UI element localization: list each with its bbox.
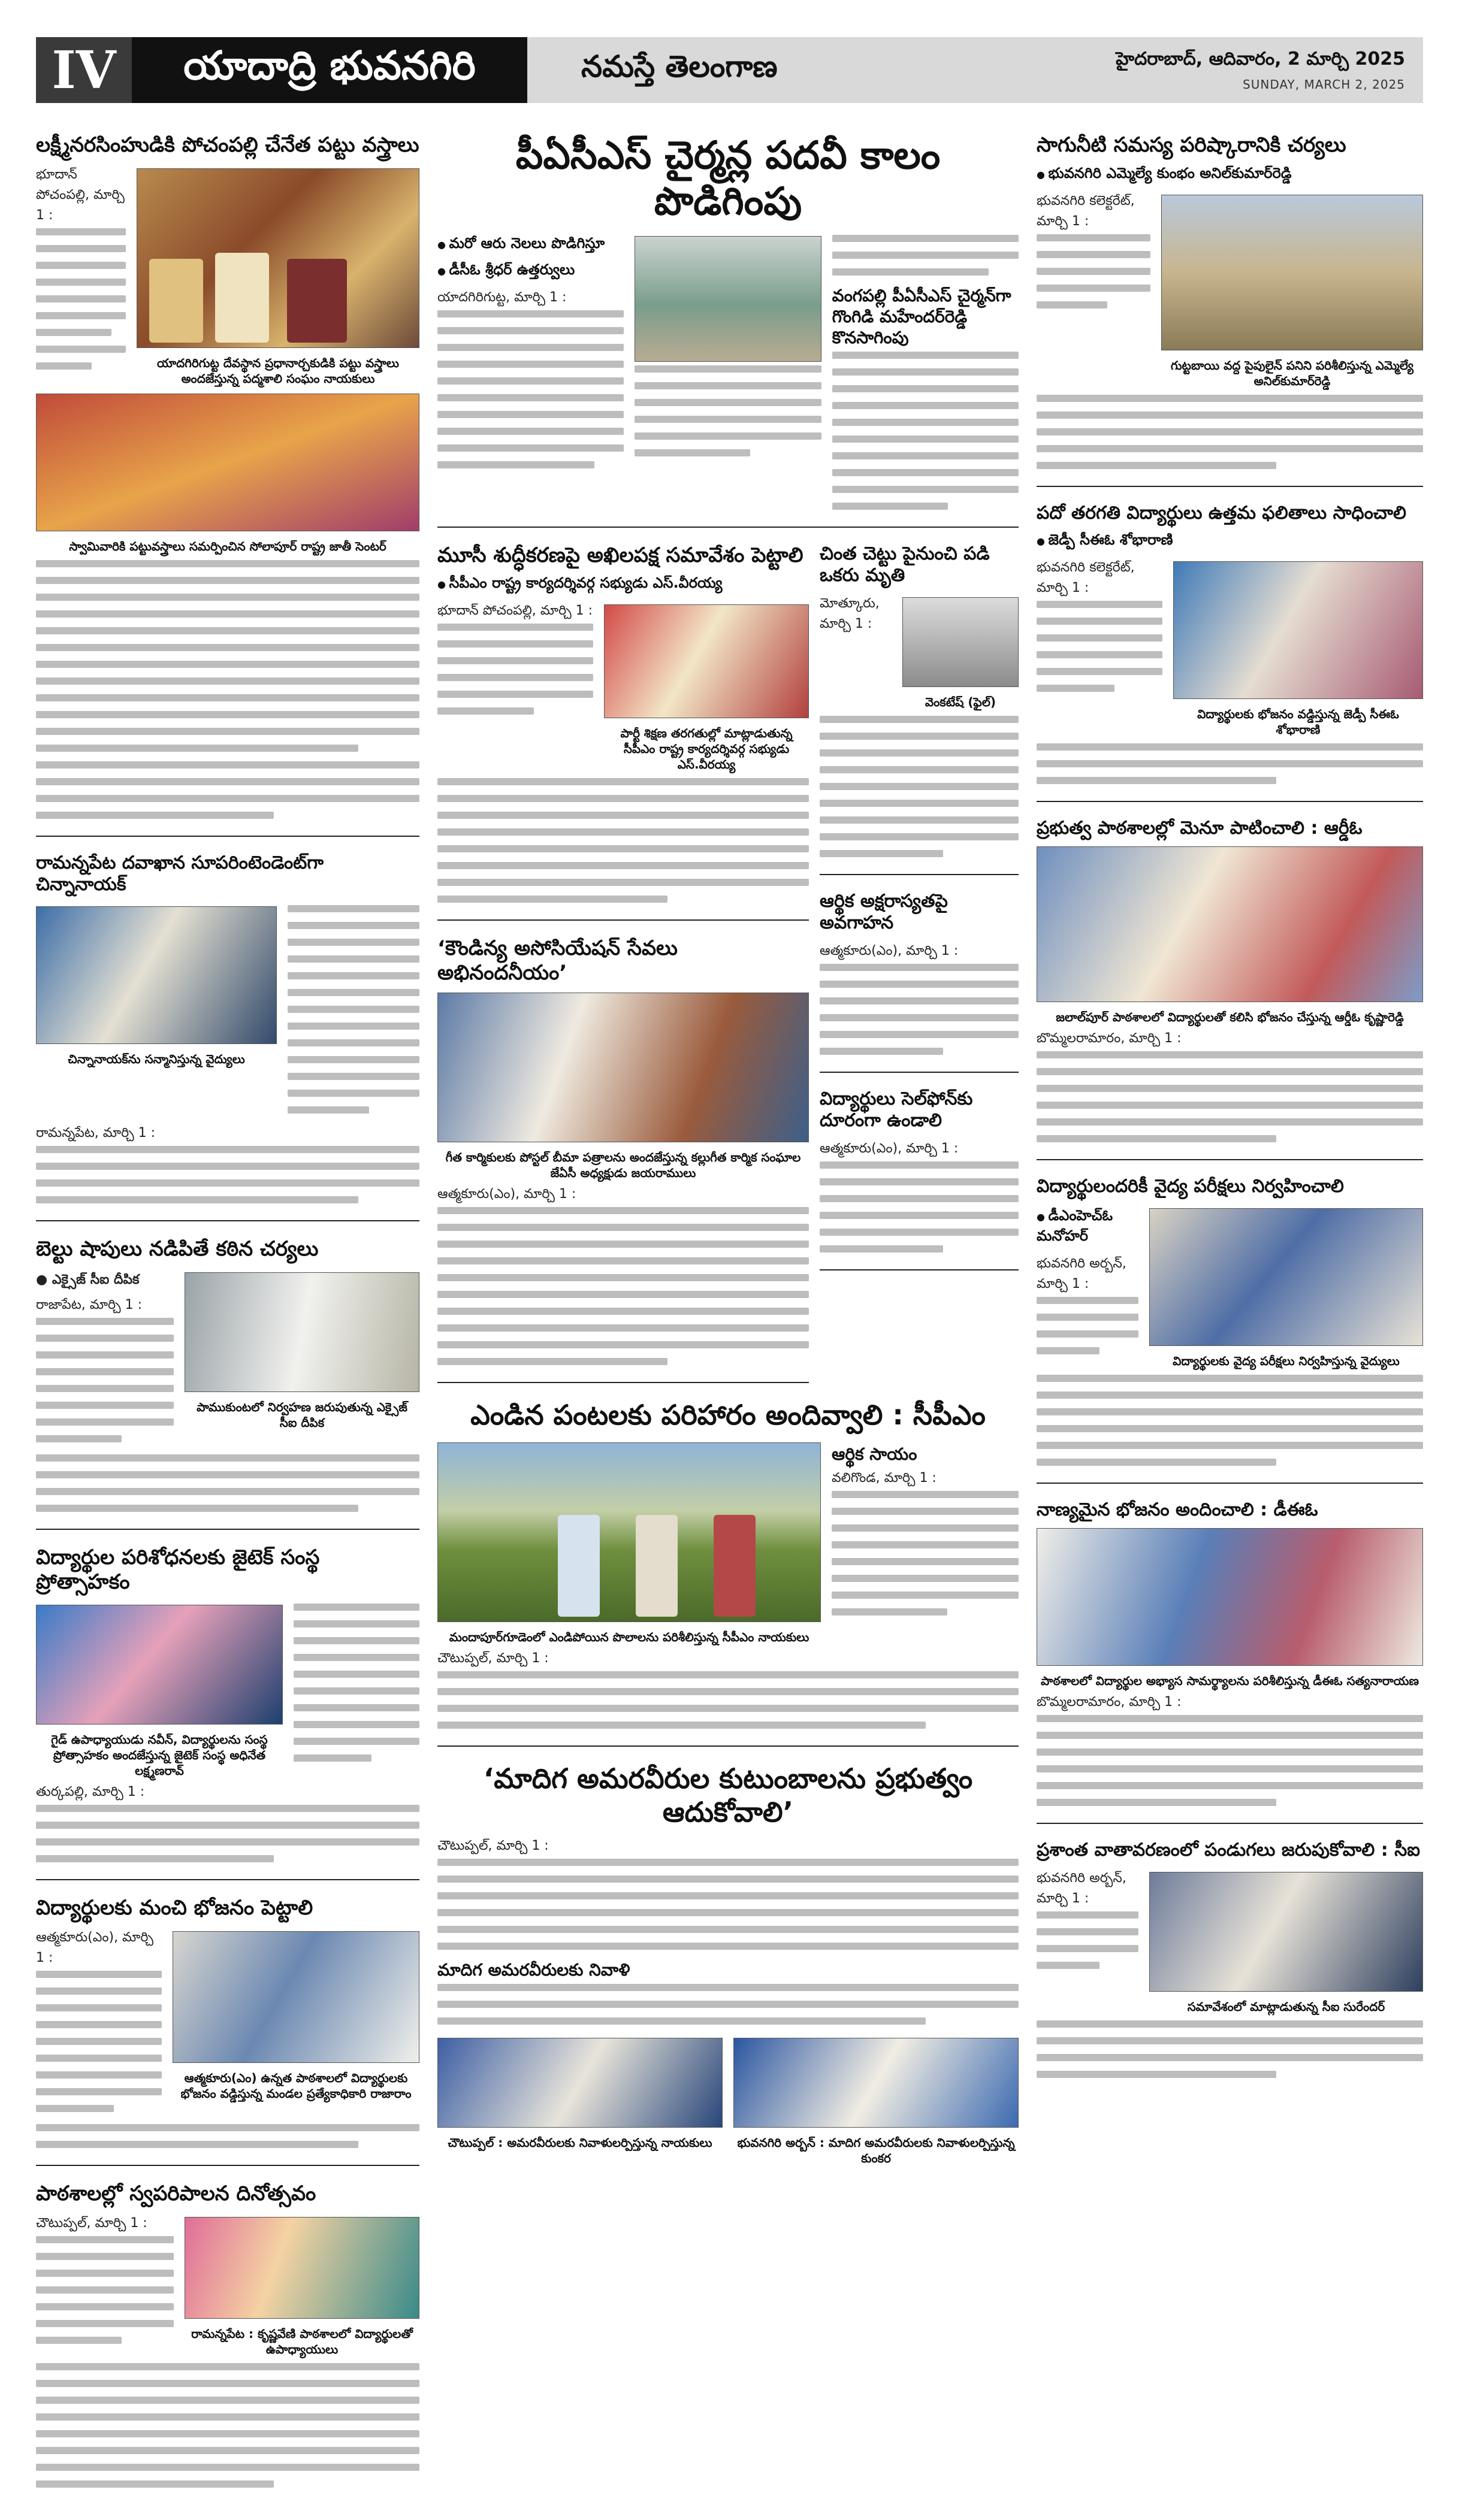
byline: ● సీపీఎం రాష్ట్ర కార్యదర్శివర్గ సభ్యుడు ఎస్.వీరయ్య [437, 574, 809, 595]
article-body [820, 716, 1019, 857]
dried-field-photo [437, 1442, 821, 1622]
article-body [1037, 1051, 1423, 1142]
headline: ఆర్థిక అక్షరాస్యతపై అవగాహన [820, 890, 948, 933]
headline: విద్యార్థులు సెల్‌ఫోన్‌కు దూరంగా ఉండాలి [820, 1088, 973, 1131]
photo-caption: మందాపూర్‌గూడెంలో ఎండిపోయిన పొలాలను పరిశీలిస్తున్న సీపీఎం నాయకులు [449, 1630, 809, 1645]
photo-caption: విద్యార్థులకు భోజనం వడ్డిస్తున్న జెడ్పీ సీఈఓ శోభారాణి [1197, 706, 1399, 737]
article-body [36, 1318, 174, 1442]
masthead [36, 37, 1423, 103]
article-body [36, 228, 126, 370]
article-body [1037, 743, 1423, 784]
lead-headline: పీఏసీఎస్ చైర్మన్ల పదవీ కాలం పొడిగింపు [515, 134, 941, 224]
paper-band [527, 37, 1423, 103]
photo-caption: యాదగిరిగుట్ట దేవస్థాన ప్రధానార్చకుడికి పట్టు వస్త్రాలు అందజేస్తున్న పద్మశాలి సంఘం నాయకులు [157, 355, 399, 386]
headline: విద్యార్థుల పరిశోధనలకు జైటెక్ సంస్థ ప్రోత్సాహకం [36, 1545, 320, 1594]
felicitation-photo [36, 906, 277, 1044]
story-tenth-class [1037, 503, 1423, 802]
article-body [437, 1207, 809, 1365]
center-two-up [437, 543, 1019, 1399]
students-award-photo [36, 1605, 283, 1725]
article-body [437, 1671, 1019, 1729]
article-body [288, 905, 419, 1114]
article-body [437, 1984, 1019, 2025]
dateline: చౌటుప్పల్, మార్చి 1 : [437, 1838, 549, 1853]
article-body [635, 365, 821, 456]
story-madiga [437, 1762, 1019, 2176]
article-body [1037, 1375, 1423, 1466]
article-body [1037, 1715, 1423, 1806]
dateline: భువనగిరి కలెక్టరేట్, మార్చి 1 : [1037, 193, 1135, 229]
story-menu-rdo [1037, 818, 1423, 1160]
photo-caption: విద్యార్థులకు వైద్య పరీక్షలు నిర్వహిస్తున్న వైద్యులు [1173, 1353, 1400, 1368]
article-body [36, 1805, 419, 1862]
story-koundinya [437, 936, 809, 1383]
dateline: ఆత్మకూరు(ఎం), మార్చి 1 : [820, 1140, 959, 1156]
dateline: బొమ్మలరామారం, మార్చి 1 : [1037, 1694, 1182, 1710]
koundinya-group-photo [437, 993, 809, 1142]
date-telugu: హైదరాబాద్, ఆదివారం, 2 మార్చి 2025 [1116, 49, 1405, 69]
date-english: SUNDAY, MARCH 2, 2025 [1243, 77, 1405, 92]
column-center [437, 133, 1019, 2192]
dateline: తుర్కపల్లి, మార్చి 1 : [36, 1784, 145, 1800]
story-self-governance-day [36, 2182, 419, 2504]
headline: లక్ష్మీనరసింహుడికి పోచంపల్లి చేనేత పట్టు వస్త్రాలు [36, 133, 419, 157]
tribute-photo-right [733, 2038, 1019, 2128]
article-body [36, 1146, 419, 1203]
photo-caption: వెంకటేష్ (ఫైల్) [925, 694, 996, 709]
pattu-offering-photo [36, 394, 419, 531]
cpm-meeting-photo [604, 604, 809, 718]
story-mid-day-meal [36, 1896, 419, 2166]
article-body [36, 2363, 419, 2488]
headline: విద్యార్థులకు మంచి భోజనం పెట్టాలి [36, 1896, 313, 1920]
headline: విద్యార్థులందరికీ వైద్య పరీక్షలు నిర్వహించాలి [1037, 1175, 1344, 1197]
photo-caption: గుట్టబాయి వద్ద పైపులైన్ పనిని పరిశీలిస్తున్న ఎమ్మెల్యే అనిల్‌కుమార్‌రెడ్డి [1170, 358, 1414, 388]
article-body [36, 560, 419, 819]
dateline: మోత్కూరు, మార్చి 1 : [820, 595, 880, 631]
headline: ప్రభుత్వ పాఠశాలల్లో మెనూ పాటించాలి : ఆర్డీఓ [1037, 817, 1363, 839]
article-body [36, 2124, 419, 2148]
article-body [36, 2236, 174, 2344]
dateline: బొమ్మలరామారం, మార్చి 1 : [1037, 1030, 1182, 1046]
rdo-lunch-photo [1037, 846, 1423, 1002]
temple-photo [137, 168, 419, 348]
headline: ప్రశాంత వాతావరణంలో పండుగలు జరుపుకోవాలి : సీఐ [1037, 1839, 1421, 1860]
photo-caption: పాముకుంటలో నిర్వహణ జరుపుతున్న ఎక్సైజ్ సీఐ దీపిక [197, 1399, 407, 1430]
story-belt-shops [36, 1237, 419, 1530]
story-financial-literacy [820, 891, 1019, 1073]
sub-headline: వంగపల్లి పీఏసీఎస్ చైర్మన్‌గా గొంగిడి మహేందర్‌రెడ్డి కొనసాగింపు [832, 285, 1011, 347]
article-body [36, 1971, 162, 2112]
photo-caption: చిన్నానాయక్‌ను సన్మానిస్తున్న వైద్యులు [68, 1051, 245, 1066]
portrait-photo [902, 597, 1019, 687]
story-health-checkups [1037, 1176, 1423, 1484]
column-right [1037, 133, 1423, 2110]
district-title: యాదాద్రి భువనగిరి [132, 37, 527, 103]
article-body [1037, 601, 1162, 692]
article-body [832, 1491, 1019, 1616]
dateline: చౌటుప్పల్, మార్చి 1 : [36, 2216, 147, 2231]
headline: సాగునీటి సమస్య పరిష్కారానికి చర్యలు [1037, 133, 1346, 157]
headline: నాణ్యమైన భోజనం అందించాలి : డీఈఓ [1037, 1499, 1318, 1520]
story-ramannapet-hospital [36, 852, 419, 1221]
dateline: వలిగొండ, మార్చి 1 : [832, 1471, 937, 1486]
photo-caption: సమావేశంలో మాట్లాడుతున్న సీఐ సురేందర్ [1187, 1999, 1385, 2014]
dateline-box [1116, 49, 1405, 92]
byline: ● జెడ్పీ సీఈఓ శోభారాణి [1037, 531, 1423, 552]
page-number: IV [36, 37, 132, 103]
story-irrigation [1037, 133, 1423, 487]
photo-caption: చౌటుప్పల్ : అమరవీరులకు నివాళులర్పిస్తున్న నాయకులు [448, 2135, 712, 2150]
dateline: ఆత్మకూరు(ఎం), మార్చి 1 : [437, 1186, 576, 1202]
dateline: రామన్నపేట, మార్చి 1 : [36, 1125, 156, 1140]
pipeline-site-photo [1161, 195, 1423, 350]
article-body [832, 235, 1019, 276]
article-body [1037, 2020, 1423, 2078]
article-body [437, 778, 809, 903]
article-body [294, 1604, 419, 1762]
story-musi [437, 543, 809, 921]
sub-headline: ఆర్థిక సాయం [832, 1444, 917, 1465]
photo-caption: స్వామివారికి పట్టువస్త్రాలు సమర్పించిన సోలాపూర్ రాష్ట్ర జాతీ సెంటర్ [69, 539, 386, 553]
dateline: భూదాన్ పోచంపల్లి, మార్చి 1 : [437, 603, 593, 619]
headline: ఎండిన పంటలకు పరిహారం అందివ్వాలి : సీపీఎం [470, 1399, 986, 1432]
headline: పదో తరగతి విద్యార్థులు ఉత్తమ ఫలితాలు సాధించాలి [1037, 502, 1407, 524]
dateline: రాజాపేట, మార్చి 1 : [36, 1297, 142, 1312]
photo-caption: పాఠశాలలో విద్యార్థుల అభ్యాస సామర్థ్యాలను పరిశీలిస్తున్న డీఈఓ సత్యనారాయణ [1040, 1673, 1419, 1688]
article-body [437, 624, 593, 715]
photo-caption: గైడ్ ఉపాధ్యాయుడు నవీన్, విద్యార్థులను సంస్థ ప్రోత్సాహకం అందజేస్తున్న జైటెక్ సంస్థ అధినేత లక్ష్మణరావ్ [51, 1732, 268, 1778]
story-deo-meal [1037, 1499, 1423, 1824]
paper-name: నమస్తే తెలంగాణ [581, 49, 778, 84]
meal-serving-photo [173, 1931, 419, 2063]
health-check-photo [1149, 1208, 1423, 1346]
deo-visit-photo [1037, 1528, 1423, 1666]
story-pacs-lead [437, 133, 1019, 528]
dateline: భూదాన్ పోచంపల్లి, మార్చి 1 : [36, 167, 125, 223]
story-pattu-vastralu [36, 133, 419, 837]
photo-caption: గీత కార్మికులకు పోస్టల్ బీమా పత్రాలను అందజేస్తున్న కల్లుగీత కార్మిక సంఘాల జేఏసీ అధ్యక్షుడు జయరాములు [445, 1149, 801, 1180]
article-body [437, 1859, 1019, 1950]
dateline: భువనగిరి అర్బన్, మార్చి 1 : [1037, 1256, 1126, 1291]
headline: ‘మాదిగ అమరవీరుల కుటుంబాలను ప్రభుత్వం ఆదుకోవాలి’ [483, 1762, 973, 1828]
byline: ● డీఎంహెచ్ఓ మనోహర్ [1037, 1207, 1138, 1248]
tribute-photo-left [437, 2038, 723, 2128]
headline: చింత చెట్టు పైనుంచి పడి ఒకరు మృతి [820, 543, 990, 586]
story-festivals-ci [1037, 1840, 1423, 2095]
school-group-photo [185, 2217, 419, 2319]
story-dried-crops [437, 1399, 1019, 1747]
dateline: యాదగిరిగుట్ట, మార్చి 1 : [437, 289, 567, 305]
serving-students-photo [1173, 561, 1423, 699]
ci-meeting-photo [1149, 1872, 1423, 1992]
article-body [1037, 1297, 1138, 1354]
lead-bullet: ● మరో ఆరు నెలలు పొడిగిస్తూ [437, 235, 624, 255]
photo-caption: ఆత్మకూరు(ఎం) ఉన్నత పాఠశాలలో విద్యార్థులకు భోజనం వడ్డిస్తున్న మండల ప్రత్యేకాధికారి రాజారాం [180, 2071, 412, 2101]
article-body [832, 352, 1019, 510]
pacs-office-photo [635, 236, 821, 362]
photo-caption: భువనగిరి అర్బన్ : మాదిగ అమరవీరులకు నివాళులర్పిస్తున్న కుంకర [737, 2135, 1015, 2165]
article-body [1037, 234, 1150, 308]
story-tamarind-tree [820, 543, 1019, 875]
article-body [36, 1454, 419, 1512]
dateline: ఆత్మకూరు(ఎం), మార్చి 1 : [820, 943, 959, 958]
byline: ● భువనగిరి ఎమ్మెల్యే కుంభం అనిల్‌కుమార్‌రెడ్డి [1037, 165, 1423, 185]
headline: ‘కౌండిన్య అసోసియేషన్ సేవలు అభినందనీయం’ [437, 936, 678, 985]
headline: బెల్టు షాపులు నడిపితే కఠిన చర్యలు [36, 1236, 319, 1261]
story-jaitech [36, 1545, 419, 1881]
photo-caption: జలాల్‌పూర్ పాఠశాలలో విద్యార్థులతో కలిసి భోజనం చేస్తున్న ఆర్డీఓ కృష్ణారెడ్డి [1056, 1009, 1404, 1024]
story-cellphone [820, 1088, 1019, 1270]
article-body [1037, 395, 1423, 469]
article-body [1037, 1911, 1138, 1969]
headline: పాఠశాలల్లో స్వపరిపాలన దినోత్సవం [36, 2182, 316, 2206]
dateline: భువనగిరి కలెక్టరేట్, మార్చి 1 : [1037, 559, 1135, 595]
photo-caption: రామన్నపేట : కృష్ణవేణి పాఠశాలలో విద్యార్థులతో ఉపాధ్యాయులు [191, 2327, 413, 2357]
headline: రామన్నపేట దవాఖాన సూపరింటెండెంట్‌గా చిన్నానాయక్ [36, 852, 324, 895]
sub-headline: మాదిగ అమరవీరులకు నివాళి [437, 1959, 630, 1980]
lead-bullet: ● డీసీఓ శ్రీధర్ ఉత్తర్వులు [437, 261, 624, 282]
dateline: చౌటుప్పల్, మార్చి 1 : [437, 1651, 549, 1666]
dateline: ఆత్మకూరు(ఎం), మార్చి 1 : [36, 1930, 153, 1966]
article-body [437, 310, 624, 468]
column-left [36, 133, 419, 2520]
article-body [820, 1161, 1019, 1253]
photo-caption: పార్టీ శిక్షణ తరగతుల్లో మాట్లాడుతున్న సీపీఎం రాష్ట్ర కార్యదర్శివర్గ సభ్యుడు ఎస్.వీరయ్య [620, 726, 793, 772]
article-body [820, 964, 1019, 1055]
headline: మూసీ శుద్ధీకరణపై అఖిలపక్ష సమావేశం పెట్టాలి [437, 543, 803, 567]
dateline: భువనగిరి అర్బన్, మార్చి 1 : [1037, 1870, 1126, 1907]
excise-raid-photo [185, 1272, 419, 1392]
byline: ● ఎక్సైజ్ సీఐ దీపిక [36, 1272, 140, 1287]
